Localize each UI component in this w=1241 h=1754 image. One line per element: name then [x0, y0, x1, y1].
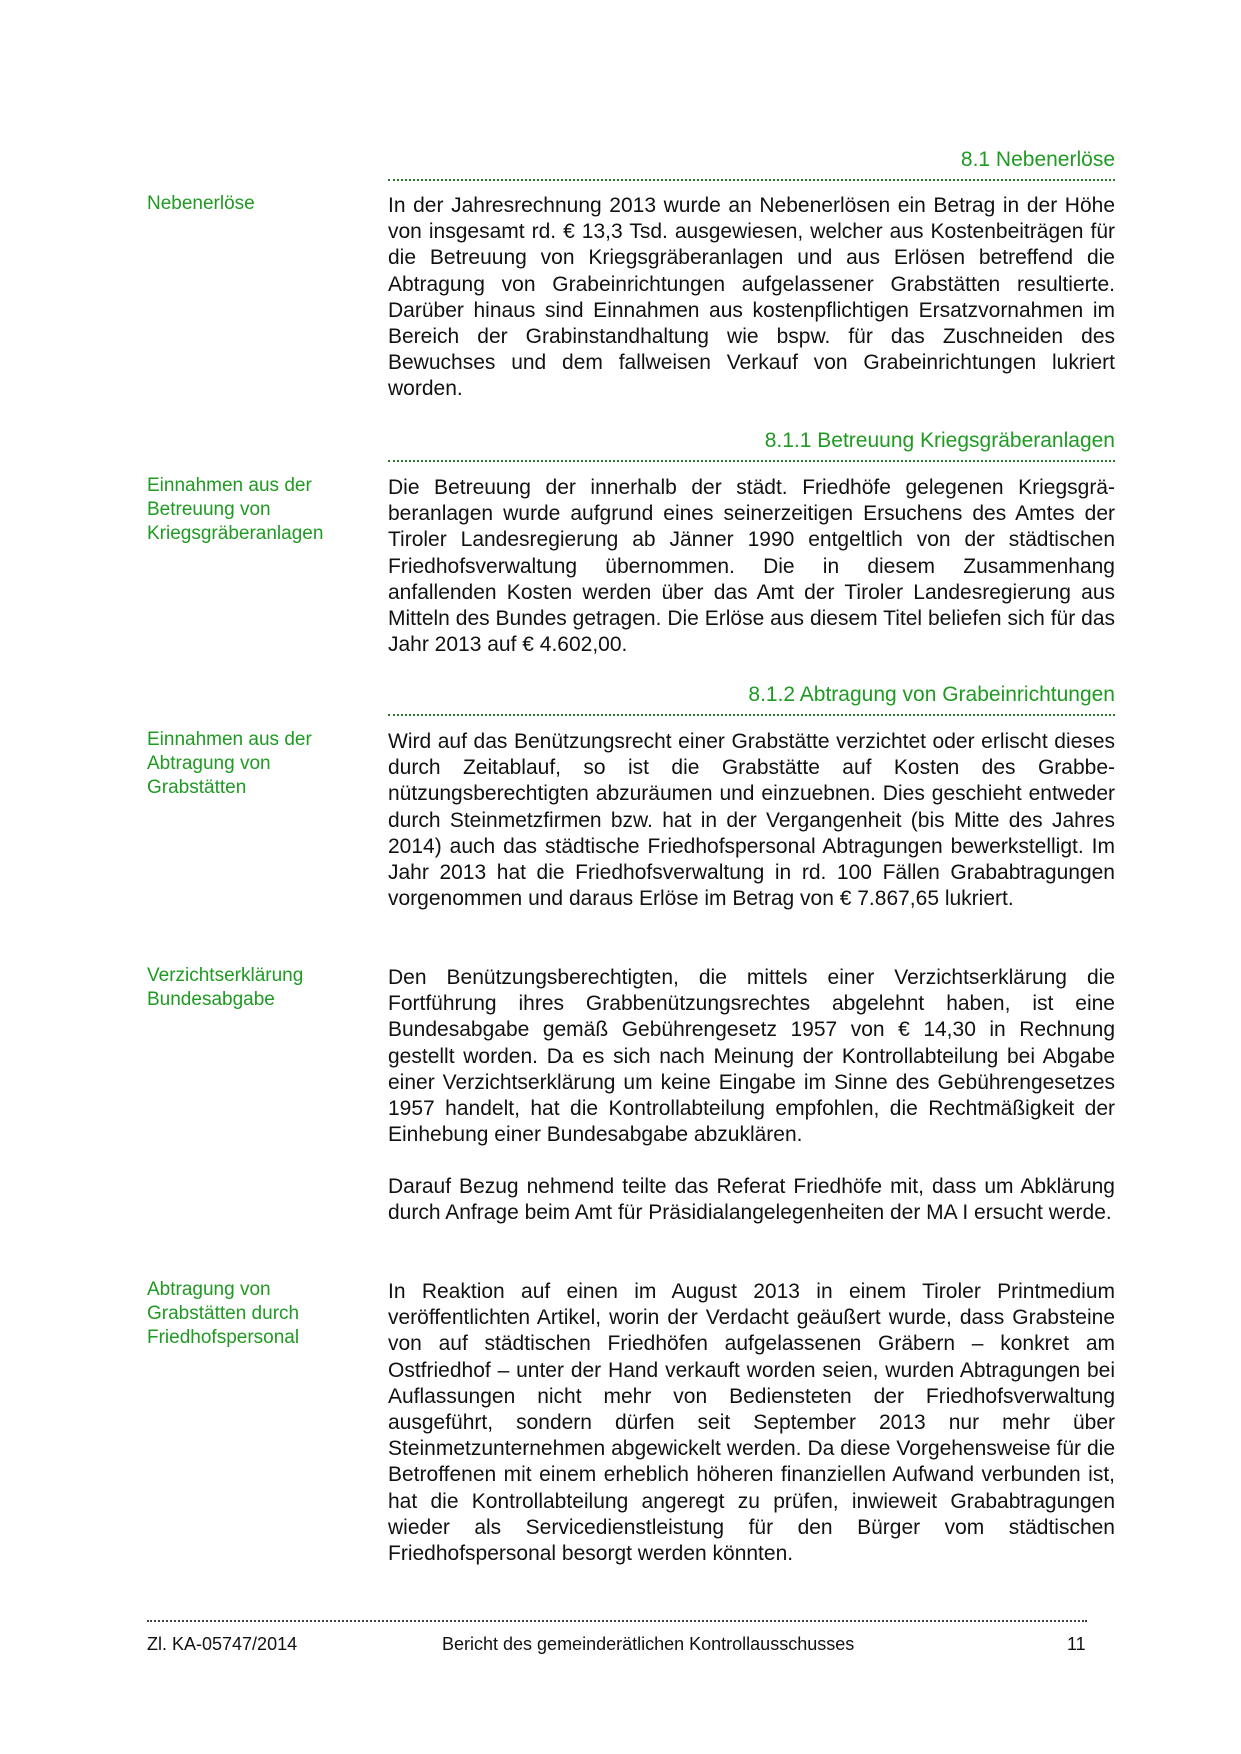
- section-heading-8-1-1: 8.1.1 Betreuung Kriegsgräberanlagen: [388, 428, 1115, 462]
- footer-page-number: 11: [1067, 1634, 1086, 1654]
- margin-note-friedhofspersonal: Abtragung von Grabstätten durch Friedhofspersonal: [147, 1279, 300, 1348]
- paragraph-verzicht: Den Benützungsberechtigten, die mittels einer Verzichtserklärung die Fortführung ihres Grabbenützungsrechtes abgelehnt haben, ist eine Bundesabgabe gemäß Gebührengesetz 1957 von € 14,30 in Rechnung gestellt worden. Da es sich nach Meinung der Kontrollabteilung bei Abgabe einer Verzichtserklärung um keine Eingabe im Sinne des Gebührengesetzes 1957 handelt, hat die Kontrollabteilung empfohlen, die Rechtmäßigkeit der Einhebung einer Bundesabgabe abzuklären.: [388, 966, 1115, 1147]
- footer-reference: Zl. KA-05747/2014: [147, 1634, 298, 1654]
- margin-note-verzicht: Verzichtserklärung Bundesabgabe: [147, 965, 304, 1010]
- footer-title: Bericht des gemeinderätlichen Kontrollausschusses: [442, 1634, 855, 1654]
- margin-note-abtragung: Einnahmen aus der Abtragung von Grabstätten: [147, 729, 312, 798]
- section-heading-8-1-2: 8.1.2 Abtragung von Grabeinrichtungen: [388, 682, 1115, 716]
- paragraph-referat-antwort: Darauf Bezug nehmend teilte das Referat Friedhöfe mit, dass um Abklärung durch Anfrage beim Amt für Präsidialangelegenheiten der MA I ersucht werde.: [388, 1175, 1115, 1225]
- margin-note-kriegsgraeber: Einnahmen aus der Betreuung von Kriegsgräberanlagen: [147, 475, 324, 544]
- section-heading-8-1: 8.1 Nebenerlöse: [388, 147, 1115, 181]
- paragraph-nebenerloese: In der Jahresrechnung 2013 wurde an Nebenerlösen ein Betrag in der Höhe von insgesamt rd. € 13,3 Tsd. ausgewiesen, welcher aus Kostenbeiträgen für die Betreuung von Kriegsgräberanlagen und aus Erlösen betreffend die Abtragung von Grabeinrichtungen aufgelassener Grabstätten resultierte. Darüber hinaus sind Einnahmen aus kostenpflichtigen Ersatzvornahmen im Bereich der Grabinstandhaltung wie bspw. für das Zuschneiden des Bewuchses und dem fallweisen Verkauf von Grabeinrichtungen lukriert worden.: [388, 194, 1115, 401]
- paragraph-friedhofspersonal: In Reaktion auf einen im August 2013 in einem Tiroler Printmedium veröffentlichten Artikel, worin der Verdacht geäußert wurde, dass Grabsteine von auf städtischen Friedhöfen aufgelassenen Gräbern – konkret am Ostfriedhof – unter der Hand verkauft worden seien, wurden Abtragungen bei Auflassungen nicht mehr von Bediensteten der Friedhofsverwaltung ausgeführt, sondern dürfen seit September 2013 nur mehr über Steinmetzunternehmen abgewickelt werden. Da diese Vorgehensweise für die Betroffenen mit einem erheblich höheren finanziellen Aufwand verbunden ist, hat die Kontrollabteilung angeregt zu prüfen, inwieweit Grababtragungen wieder als Servicedienstleistung für den Bürger vom städtischen Friedhofspersonal besorgt werden könnten.: [388, 1280, 1115, 1566]
- footer-divider: [147, 1620, 1087, 1622]
- paragraph-kriegsgraeber: Die Betreuung der innerhalb der städt. Friedhöfe gelegenen Kriegsgräberanlagen wurde aufgrund eines seinerzeitigen Ersuchens des Amtes der Tiroler Landesregierung ab Jänner 1990 entgeltlich von der städtischen Friedhofsverwaltung übernommen. Die in diesem Zusammenhang anfallenden Kosten werden über das Amt der Tiroler Landesregierung aus Mitteln des Bundes getragen. Die Erlöse aus diesem Titel beliefen sich für das Jahr 2013 auf € 4.602,00.: [388, 476, 1115, 657]
- paragraph-abtragung: Wird auf das Benützungsrecht einer Grabstätte verzichtet oder erlischt dieses durch Zeitablauf, so ist die Grabstätte auf Kosten des Grabbenützungsberechtigten abzuräumen und einzuebnen. Dies geschieht entweder durch Steinmetzfirmen bzw. hat in der Vergangenheit (bis Mitte des Jahres 2014) auch das städtische Friedhofspersonal Abtragungen bewerkstelligt. Im Jahr 2013 hat die Friedhofsverwaltung in rd. 100 Fällen Grababtragungen vorgenommen und daraus Erlöse im Betrag von € 7.867,65 lukriert.: [388, 730, 1115, 911]
- margin-note-nebenerloese: Nebenerlöse: [147, 193, 255, 214]
